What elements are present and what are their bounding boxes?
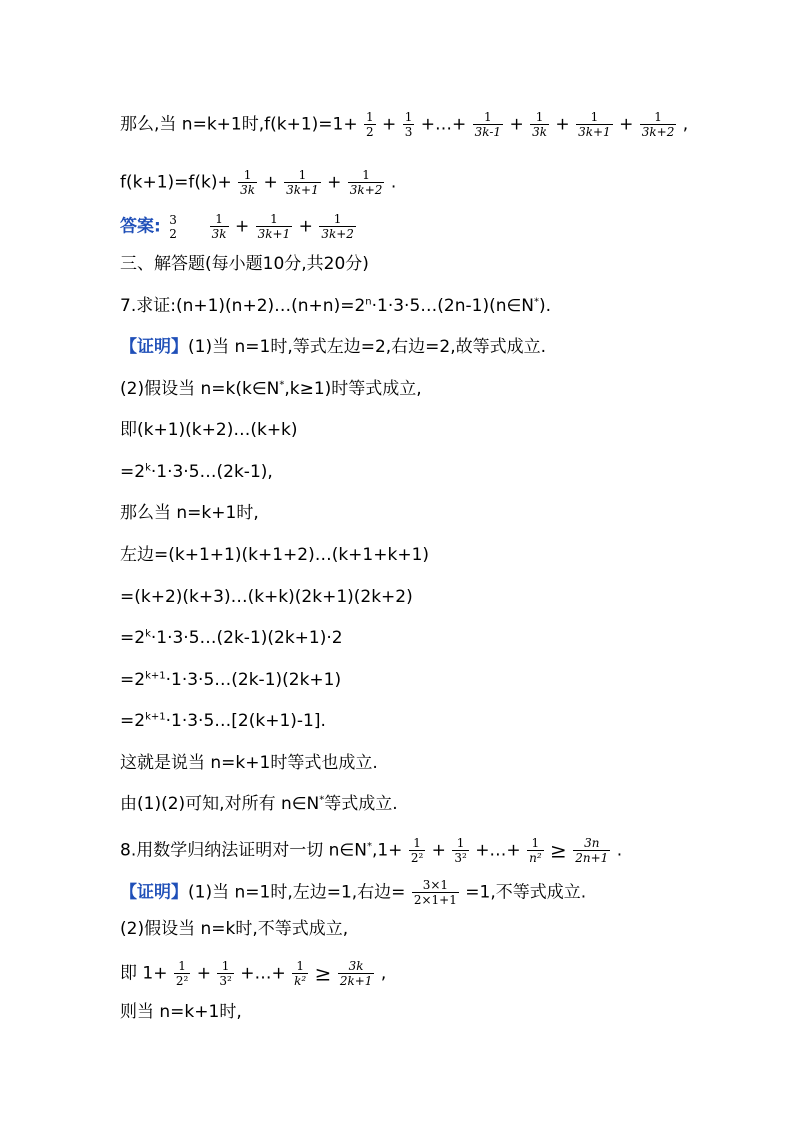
text: + (298, 216, 313, 237)
q7-proof-line: 左边=(k+1+1)(k+1+2)…(k+1+k+1) (120, 545, 430, 565)
answer-line (120, 212, 357, 241)
text: +…+ (240, 963, 286, 984)
text: + (234, 216, 250, 237)
superscript: * (366, 840, 372, 852)
text: ). (539, 296, 552, 316)
fraction (573, 836, 610, 865)
superscript: n (365, 296, 372, 308)
text: +…+ (420, 114, 467, 135)
text: ·1·3·5…(2k-1)(2k+1)·2 (150, 628, 343, 648)
fraction (530, 110, 549, 139)
fraction (256, 212, 293, 241)
text: + (555, 114, 570, 135)
fraction (167, 213, 179, 241)
q8-proof-line: 则当 n=k+1时, (120, 1002, 242, 1022)
denominator: 2n+1 (575, 851, 609, 865)
proof-tag: 【证明】 (120, 882, 188, 903)
fraction (210, 212, 229, 241)
numerator: 1 (366, 110, 374, 124)
fraction (452, 836, 468, 865)
text: + (382, 114, 397, 135)
geq-symbol: ≥ (550, 838, 567, 863)
denominator: 3k-1 (474, 125, 502, 139)
q7-proof-line (120, 710, 326, 732)
text: ·1·3·5…(2n-1)(n∈N (371, 296, 535, 316)
text: + (327, 172, 342, 193)
numerator: 3n (584, 836, 600, 850)
text: 那么,当 n=k+1时,f(k+1)=1+ (120, 114, 358, 135)
text: 7.求证:(n+1)(n+2)…(n+n)=2 (120, 296, 366, 316)
denominator: 3k (211, 227, 227, 241)
numerator: 1 (531, 836, 540, 850)
numerator: 1 (654, 110, 662, 124)
fraction (338, 959, 375, 988)
denominator: n² (529, 851, 542, 865)
text: f(k+1)=f(k)+ (120, 172, 232, 193)
numerator: 1 (362, 168, 370, 182)
fraction (527, 836, 544, 865)
fraction (319, 212, 356, 241)
q7-proof-line (120, 669, 341, 691)
text: . (616, 840, 623, 861)
denominator: 2 (169, 226, 177, 241)
question-8 (120, 836, 622, 865)
fraction (217, 959, 233, 988)
numerator: 3k (348, 959, 364, 973)
text: + (196, 963, 211, 984)
numerator: 1 (333, 212, 342, 226)
numerator: 1 (590, 110, 599, 124)
q8-proof-step2: (2)假设当 n=k时,不等式成立, (120, 919, 349, 939)
text: ·1·3·5…[2(k+1)-1]. (165, 711, 326, 731)
text: 8.用数学归纳法证明对一切 n∈N (120, 840, 367, 861)
line-fk1-expansion (120, 110, 688, 139)
superscript: k (145, 462, 151, 474)
fraction (292, 959, 308, 988)
fraction (473, 110, 503, 139)
text: ·1·3·5…(2k-1), (150, 462, 273, 482)
fraction (238, 168, 257, 197)
q7-proof-step2 (120, 378, 422, 400)
q7-proof-line (120, 461, 273, 483)
denominator: 3k+2 (321, 227, 354, 241)
proof-tag: 【证明】 (120, 337, 188, 357)
section-heading: 三、解答题(每小题10分,共20分) (120, 254, 369, 274)
text: ,1+ (371, 840, 403, 861)
text: , (682, 114, 689, 135)
text: 等式成立. (324, 794, 398, 814)
denominator: k² (294, 974, 307, 988)
line-fk1-recurrence (120, 168, 396, 197)
fraction (409, 836, 425, 865)
denominator: 3k+2 (349, 183, 383, 197)
fraction (348, 168, 385, 197)
question-7 (120, 295, 551, 317)
q8-proof-step1 (120, 878, 586, 907)
q7-proof-line: 这就是说当 n=k+1时等式也成立. (120, 753, 378, 773)
numerator: 1 (296, 959, 305, 973)
text: + (619, 114, 634, 135)
text: (1)当 n=1时,左边=1,右边= (188, 882, 406, 903)
superscript: * (534, 296, 540, 308)
text: , (380, 963, 387, 984)
numerator: 1 (413, 836, 421, 850)
text: +…+ (475, 840, 521, 861)
text: =2 (120, 711, 146, 731)
numerator: 1 (221, 959, 230, 973)
denominator: 2k+1 (339, 974, 373, 988)
text: + (431, 840, 446, 861)
superscript: * (319, 794, 325, 806)
numerator: 1 (456, 836, 465, 850)
fraction (640, 110, 677, 139)
denominator: 2² (410, 851, 424, 865)
denominator: 2×1+1 (413, 893, 457, 907)
text: =1,不等式成立. (465, 882, 587, 903)
text: (1)当 n=1时,等式左边=2,右边=2,故等式成立. (188, 337, 547, 357)
denominator: 3k+1 (578, 125, 611, 139)
fraction (576, 110, 613, 139)
q7-proof-line (120, 627, 343, 649)
numerator: 3×1 (422, 878, 449, 892)
text: + (263, 172, 278, 193)
q8-proof-line (120, 959, 386, 988)
numerator: 1 (535, 110, 544, 124)
text: . (390, 172, 397, 193)
numerator: 1 (404, 110, 413, 124)
text: 即 1+ (120, 963, 168, 984)
text: =2 (120, 462, 146, 482)
text: =2 (120, 628, 146, 648)
q7-proof-step1 (120, 336, 546, 358)
fraction (284, 168, 321, 197)
q7-proof-line: 即(k+1)(k+2)…(k+k) (120, 420, 298, 440)
denominator: 3 (404, 125, 413, 139)
denominator: 3k (532, 125, 548, 139)
fraction (403, 110, 415, 139)
numerator: 1 (243, 168, 252, 182)
denominator: 3² (219, 974, 232, 988)
denominator: 3k+1 (286, 183, 319, 197)
numerator: 1 (270, 212, 278, 226)
superscript: k+1 (145, 670, 166, 682)
numerator: 1 (298, 168, 307, 182)
text: + (509, 114, 524, 135)
text: (2)假设当 n=k(k∈N (120, 379, 280, 399)
denominator: 2² (175, 974, 189, 988)
text: ·1·3·5…(2k-1)(2k+1) (165, 670, 342, 690)
numerator: 1 (178, 959, 186, 973)
q7-proof-line: 那么当 n=k+1时, (120, 503, 259, 523)
numerator: 1 (484, 110, 492, 124)
denominator: 2 (366, 125, 374, 139)
denominator: 3k (240, 183, 256, 197)
superscript: * (279, 379, 285, 391)
numerator: 3 (169, 212, 177, 227)
fraction (174, 959, 190, 988)
text: =2 (120, 670, 146, 690)
geq-symbol: ≥ (314, 961, 332, 986)
fraction (412, 878, 459, 907)
denominator: 3k+1 (257, 227, 291, 241)
denominator: 3k+2 (641, 125, 675, 139)
q7-conclusion (120, 793, 398, 815)
text: 由(1)(2)可知,对所有 n∈N (120, 794, 320, 814)
superscript: k (145, 628, 151, 640)
answer-label: 答案: (120, 216, 161, 237)
text: ,k≥1)时等式成立, (284, 379, 422, 399)
fraction (364, 110, 376, 139)
numerator: 1 (215, 212, 223, 226)
superscript: k+1 (145, 711, 166, 723)
q7-proof-line: =(k+2)(k+3)…(k+k)(2k+1)(2k+2) (120, 587, 413, 607)
denominator: 3² (454, 851, 467, 865)
